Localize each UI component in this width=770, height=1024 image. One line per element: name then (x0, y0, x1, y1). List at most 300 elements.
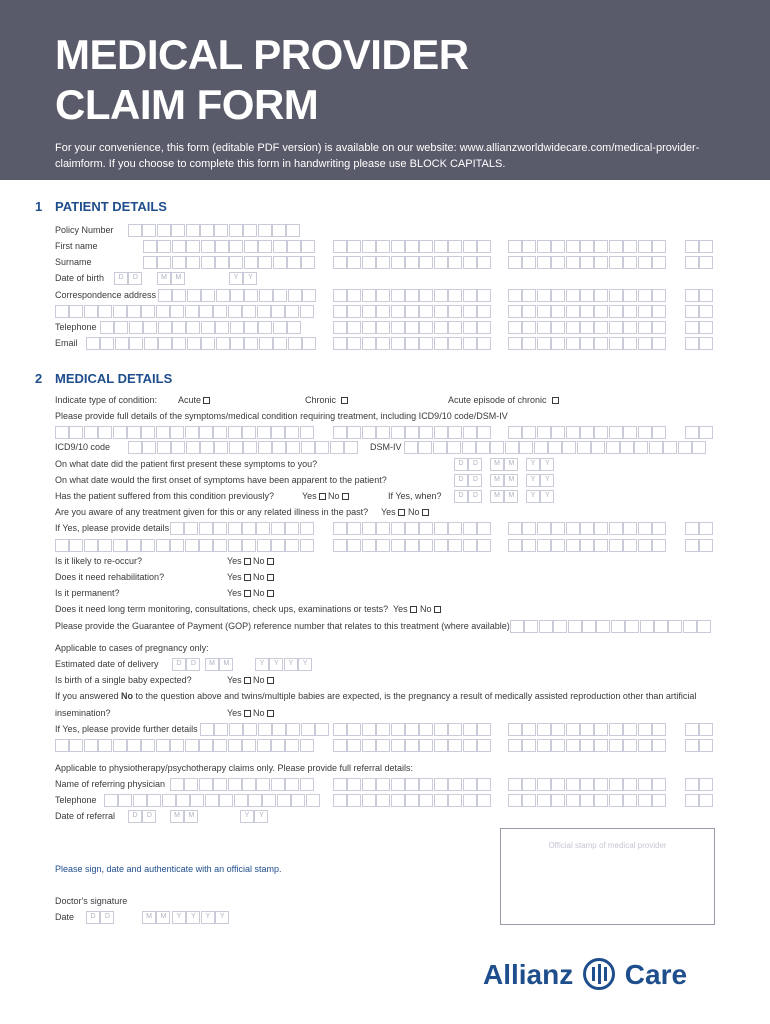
char-box[interactable] (186, 321, 200, 334)
char-box[interactable] (258, 441, 272, 454)
char-box[interactable] (184, 778, 198, 791)
char-box[interactable] (185, 426, 199, 439)
rehab-no-checkbox[interactable] (267, 574, 274, 581)
char-box[interactable] (638, 778, 652, 791)
char-box[interactable] (84, 539, 98, 552)
char-box[interactable]: Y (526, 474, 540, 487)
char-box[interactable] (376, 289, 390, 302)
char-box[interactable] (434, 289, 448, 302)
char-box[interactable] (508, 739, 522, 752)
char-box[interactable] (271, 305, 285, 318)
rehab-yes[interactable]: Yes (227, 572, 251, 583)
char-box[interactable] (244, 337, 258, 350)
char-box[interactable] (347, 739, 361, 752)
char-box[interactable] (172, 289, 186, 302)
char-box[interactable] (623, 723, 637, 736)
char-box[interactable] (594, 794, 608, 807)
char-box[interactable] (638, 723, 652, 736)
char-box[interactable] (100, 321, 114, 334)
char-box[interactable] (537, 426, 551, 439)
char-box[interactable] (172, 240, 186, 253)
char-box[interactable] (522, 321, 536, 334)
char-box[interactable] (508, 794, 522, 807)
char-box[interactable] (663, 441, 677, 454)
char-box[interactable] (580, 739, 594, 752)
char-box[interactable] (391, 321, 405, 334)
char-box[interactable]: Y (201, 911, 215, 924)
char-box[interactable] (609, 778, 623, 791)
acute-episode-checkbox[interactable] (552, 397, 559, 404)
char-box[interactable] (463, 305, 477, 318)
rehab-yes-checkbox[interactable] (244, 574, 251, 581)
char-box[interactable] (273, 289, 287, 302)
aware-yes-checkbox[interactable] (398, 509, 405, 516)
char-box[interactable] (219, 794, 233, 807)
char-box[interactable]: D (100, 911, 114, 924)
char-box[interactable] (537, 256, 551, 269)
char-box[interactable] (362, 321, 376, 334)
char-box[interactable]: M (504, 458, 518, 471)
char-box[interactable] (553, 620, 567, 633)
char-box[interactable] (391, 426, 405, 439)
char-box[interactable] (114, 321, 128, 334)
char-box[interactable] (537, 778, 551, 791)
char-box[interactable] (228, 426, 242, 439)
char-box[interactable] (419, 289, 433, 302)
char-box[interactable] (566, 539, 580, 552)
char-box[interactable] (609, 539, 623, 552)
char-box[interactable] (229, 224, 243, 237)
char-box[interactable] (551, 321, 565, 334)
char-box[interactable] (638, 256, 652, 269)
char-box[interactable] (508, 522, 522, 535)
email-boxes[interactable] (0, 337, 770, 350)
char-box[interactable] (170, 426, 184, 439)
char-box[interactable] (285, 426, 299, 439)
char-box[interactable] (184, 522, 198, 535)
char-box[interactable] (300, 426, 314, 439)
char-box[interactable] (580, 256, 594, 269)
char-box[interactable] (157, 256, 171, 269)
char-box[interactable] (463, 522, 477, 535)
permanent-yes[interactable]: Yes (227, 588, 251, 599)
char-box[interactable] (186, 441, 200, 454)
char-box[interactable] (419, 739, 433, 752)
char-box[interactable] (551, 305, 565, 318)
char-box[interactable] (434, 256, 448, 269)
char-box[interactable] (477, 426, 491, 439)
char-box[interactable] (638, 739, 652, 752)
char-box[interactable] (143, 256, 157, 269)
char-box[interactable] (652, 337, 666, 350)
char-box[interactable] (156, 739, 170, 752)
char-box[interactable] (623, 794, 637, 807)
char-box[interactable] (213, 426, 227, 439)
char-box[interactable] (213, 539, 227, 552)
char-box[interactable] (463, 240, 477, 253)
single-baby-yes-checkbox[interactable] (244, 677, 251, 684)
char-box[interactable] (678, 441, 692, 454)
char-box[interactable] (277, 794, 291, 807)
char-box[interactable]: D (468, 474, 482, 487)
char-box[interactable] (362, 289, 376, 302)
char-box[interactable] (609, 794, 623, 807)
char-box[interactable] (287, 256, 301, 269)
char-box[interactable] (580, 289, 594, 302)
char-box[interactable] (623, 739, 637, 752)
char-box[interactable] (463, 337, 477, 350)
char-box[interactable] (582, 620, 596, 633)
char-box[interactable] (333, 289, 347, 302)
char-box[interactable] (391, 794, 405, 807)
char-box[interactable]: M (490, 458, 504, 471)
char-box[interactable] (199, 739, 213, 752)
char-box[interactable] (623, 522, 637, 535)
char-box[interactable] (685, 337, 699, 350)
char-box[interactable] (214, 441, 228, 454)
char-box[interactable] (362, 739, 376, 752)
char-box[interactable] (508, 321, 522, 334)
char-box[interactable] (243, 441, 257, 454)
char-box[interactable] (300, 522, 314, 535)
char-box[interactable] (623, 539, 637, 552)
char-box[interactable] (230, 337, 244, 350)
char-box[interactable] (418, 441, 432, 454)
char-box[interactable] (537, 539, 551, 552)
char-box[interactable] (505, 441, 519, 454)
char-box[interactable] (84, 426, 98, 439)
char-box[interactable] (170, 739, 184, 752)
char-box[interactable] (205, 794, 219, 807)
char-box[interactable] (508, 337, 522, 350)
further-details-line2-boxes[interactable] (0, 739, 770, 752)
char-box[interactable] (229, 723, 243, 736)
char-box[interactable] (201, 321, 215, 334)
char-box[interactable] (271, 739, 285, 752)
if-yes-details-line2-boxes[interactable] (0, 539, 770, 552)
char-box[interactable] (537, 321, 551, 334)
char-box[interactable] (685, 321, 699, 334)
char-box[interactable] (448, 522, 462, 535)
char-box[interactable] (242, 426, 256, 439)
char-box[interactable] (551, 337, 565, 350)
referral-telephone-boxes[interactable] (0, 794, 770, 807)
char-box[interactable] (330, 441, 344, 454)
char-box[interactable] (566, 240, 580, 253)
char-box[interactable] (522, 305, 536, 318)
char-box[interactable] (200, 441, 214, 454)
char-box[interactable]: D (86, 911, 100, 924)
suffered-yes[interactable]: Yes (302, 491, 326, 502)
char-box[interactable] (594, 723, 608, 736)
aware-no[interactable]: No (408, 507, 429, 518)
char-box[interactable] (190, 794, 204, 807)
longterm-yes-checkbox[interactable] (410, 606, 417, 613)
char-box[interactable] (580, 305, 594, 318)
char-box[interactable] (623, 337, 637, 350)
char-box[interactable] (463, 256, 477, 269)
char-box[interactable] (347, 794, 361, 807)
char-box[interactable] (447, 441, 461, 454)
char-box[interactable] (242, 778, 256, 791)
char-box[interactable] (186, 224, 200, 237)
insemination-no[interactable]: No (253, 708, 274, 719)
char-box[interactable] (419, 426, 433, 439)
char-box[interactable] (291, 794, 305, 807)
char-box[interactable] (376, 778, 390, 791)
insemination-yes-checkbox[interactable] (244, 710, 251, 717)
char-box[interactable] (142, 441, 156, 454)
char-box[interactable] (230, 289, 244, 302)
char-box[interactable] (580, 522, 594, 535)
char-box[interactable] (242, 305, 256, 318)
char-box[interactable] (170, 539, 184, 552)
char-box[interactable] (156, 539, 170, 552)
char-box[interactable]: M (504, 474, 518, 487)
char-box[interactable] (463, 723, 477, 736)
char-box[interactable] (640, 620, 654, 633)
insemination-no-checkbox[interactable] (267, 710, 274, 717)
aware-yes[interactable]: Yes (381, 507, 405, 518)
char-box[interactable] (609, 321, 623, 334)
char-box[interactable] (273, 240, 287, 253)
char-box[interactable] (652, 426, 666, 439)
char-box[interactable] (362, 778, 376, 791)
char-box[interactable] (55, 426, 69, 439)
char-box[interactable] (699, 337, 713, 350)
char-box[interactable]: Y (254, 810, 268, 823)
char-box[interactable] (362, 539, 376, 552)
char-box[interactable] (697, 620, 711, 633)
char-box[interactable] (301, 723, 315, 736)
char-box[interactable] (141, 426, 155, 439)
char-box[interactable] (609, 289, 623, 302)
char-box[interactable] (652, 723, 666, 736)
char-box[interactable] (113, 739, 127, 752)
char-box[interactable] (477, 739, 491, 752)
char-box[interactable] (362, 522, 376, 535)
char-box[interactable] (98, 739, 112, 752)
char-box[interactable] (242, 739, 256, 752)
char-box[interactable] (285, 305, 299, 318)
acute-checkbox[interactable] (203, 397, 210, 404)
char-box[interactable] (185, 539, 199, 552)
reoccur-no-checkbox[interactable] (267, 558, 274, 565)
char-box[interactable]: M (156, 911, 170, 924)
char-box[interactable] (638, 337, 652, 350)
char-box[interactable] (434, 723, 448, 736)
char-box[interactable] (477, 321, 491, 334)
char-box[interactable] (699, 522, 713, 535)
char-box[interactable] (537, 739, 551, 752)
char-box[interactable] (347, 522, 361, 535)
char-box[interactable]: D (454, 490, 468, 503)
char-box[interactable] (434, 522, 448, 535)
char-box[interactable] (448, 305, 462, 318)
char-box[interactable] (508, 426, 522, 439)
char-box[interactable] (315, 723, 329, 736)
char-box[interactable] (519, 441, 533, 454)
char-box[interactable] (300, 305, 314, 318)
char-box[interactable] (638, 539, 652, 552)
char-box[interactable] (104, 794, 118, 807)
char-box[interactable] (142, 224, 156, 237)
char-box[interactable] (362, 426, 376, 439)
char-box[interactable] (157, 441, 171, 454)
char-box[interactable]: Y (229, 272, 243, 285)
char-box[interactable] (699, 240, 713, 253)
char-box[interactable] (522, 739, 536, 752)
char-box[interactable] (419, 778, 433, 791)
char-box[interactable] (286, 441, 300, 454)
char-box[interactable] (434, 426, 448, 439)
char-box[interactable] (285, 778, 299, 791)
if-yes-details-boxes[interactable] (0, 522, 770, 535)
char-box[interactable] (405, 794, 419, 807)
char-box[interactable] (391, 723, 405, 736)
char-box[interactable] (683, 620, 697, 633)
char-box[interactable] (623, 256, 637, 269)
char-box[interactable] (448, 240, 462, 253)
surname-boxes[interactable] (0, 256, 770, 269)
char-box[interactable] (199, 522, 213, 535)
char-box[interactable] (537, 522, 551, 535)
char-box[interactable] (463, 426, 477, 439)
char-box[interactable] (273, 321, 287, 334)
char-box[interactable] (158, 337, 172, 350)
char-box[interactable] (594, 321, 608, 334)
char-box[interactable] (448, 723, 462, 736)
char-box[interactable]: D (142, 810, 156, 823)
char-box[interactable] (256, 522, 270, 535)
char-box[interactable] (623, 778, 637, 791)
char-box[interactable] (623, 426, 637, 439)
char-box[interactable] (201, 337, 215, 350)
char-box[interactable] (419, 723, 433, 736)
char-box[interactable] (271, 426, 285, 439)
char-box[interactable] (362, 256, 376, 269)
char-box[interactable] (69, 426, 83, 439)
char-box[interactable] (580, 778, 594, 791)
address-line2-boxes[interactable] (0, 305, 770, 318)
char-box[interactable] (333, 321, 347, 334)
char-box[interactable] (551, 794, 565, 807)
char-box[interactable] (244, 240, 258, 253)
char-box[interactable] (551, 289, 565, 302)
char-box[interactable] (566, 337, 580, 350)
char-box[interactable] (258, 256, 272, 269)
char-box[interactable] (185, 305, 199, 318)
char-box[interactable] (448, 778, 462, 791)
first-name-boxes[interactable] (0, 240, 770, 253)
char-box[interactable] (419, 256, 433, 269)
char-box[interactable] (551, 426, 565, 439)
char-box[interactable] (434, 240, 448, 253)
char-box[interactable] (625, 620, 639, 633)
char-box[interactable] (699, 794, 713, 807)
char-box[interactable] (133, 794, 147, 807)
char-box[interactable] (376, 794, 390, 807)
single-baby-no-checkbox[interactable] (267, 677, 274, 684)
char-box[interactable] (685, 240, 699, 253)
char-box[interactable] (508, 778, 522, 791)
policy-number-boxes[interactable] (0, 224, 770, 237)
char-box[interactable] (157, 240, 171, 253)
char-box[interactable] (580, 240, 594, 253)
char-box[interactable] (69, 739, 83, 752)
char-box[interactable] (262, 794, 276, 807)
char-box[interactable] (127, 426, 141, 439)
option-acute-episode[interactable]: Acute episode of chronic (448, 395, 559, 406)
char-box[interactable] (128, 224, 142, 237)
if-yes-when-date-boxes[interactable] (0, 490, 770, 503)
char-box[interactable] (652, 256, 666, 269)
char-box[interactable] (419, 794, 433, 807)
char-box[interactable] (685, 305, 699, 318)
char-box[interactable] (187, 289, 201, 302)
char-box[interactable] (214, 224, 228, 237)
char-box[interactable] (434, 337, 448, 350)
char-box[interactable] (162, 794, 176, 807)
char-box[interactable] (362, 305, 376, 318)
char-box[interactable] (301, 256, 315, 269)
char-box[interactable] (302, 289, 316, 302)
char-box[interactable]: Y (526, 458, 540, 471)
char-box[interactable] (200, 224, 214, 237)
char-box[interactable] (156, 305, 170, 318)
char-box[interactable] (638, 426, 652, 439)
char-box[interactable]: D (468, 490, 482, 503)
char-box[interactable] (272, 224, 286, 237)
char-box[interactable] (405, 256, 419, 269)
char-box[interactable] (434, 778, 448, 791)
char-box[interactable] (566, 426, 580, 439)
char-box[interactable] (463, 539, 477, 552)
char-box[interactable] (699, 539, 713, 552)
char-box[interactable] (611, 620, 625, 633)
char-box[interactable] (596, 620, 610, 633)
char-box[interactable] (306, 794, 320, 807)
char-box[interactable] (186, 256, 200, 269)
char-box[interactable]: D (128, 272, 142, 285)
char-box[interactable] (433, 441, 447, 454)
char-box[interactable] (434, 739, 448, 752)
char-box[interactable]: M (504, 490, 518, 503)
char-box[interactable] (522, 723, 536, 736)
char-box[interactable] (257, 305, 271, 318)
char-box[interactable] (86, 337, 100, 350)
char-box[interactable]: Y (240, 810, 254, 823)
char-box[interactable] (566, 256, 580, 269)
char-box[interactable] (258, 240, 272, 253)
char-box[interactable]: D (114, 272, 128, 285)
char-box[interactable] (652, 739, 666, 752)
char-box[interactable] (606, 441, 620, 454)
char-box[interactable]: M (170, 810, 184, 823)
char-box[interactable] (242, 522, 256, 535)
char-box[interactable] (157, 224, 171, 237)
char-box[interactable] (623, 240, 637, 253)
char-box[interactable] (405, 305, 419, 318)
char-box[interactable] (376, 723, 390, 736)
char-box[interactable] (84, 739, 98, 752)
char-box[interactable] (566, 289, 580, 302)
longterm-no[interactable]: No (420, 604, 441, 615)
char-box[interactable] (347, 539, 361, 552)
char-box[interactable] (539, 620, 553, 633)
gop-boxes[interactable] (0, 620, 770, 633)
single-baby-no[interactable]: No (253, 675, 274, 686)
